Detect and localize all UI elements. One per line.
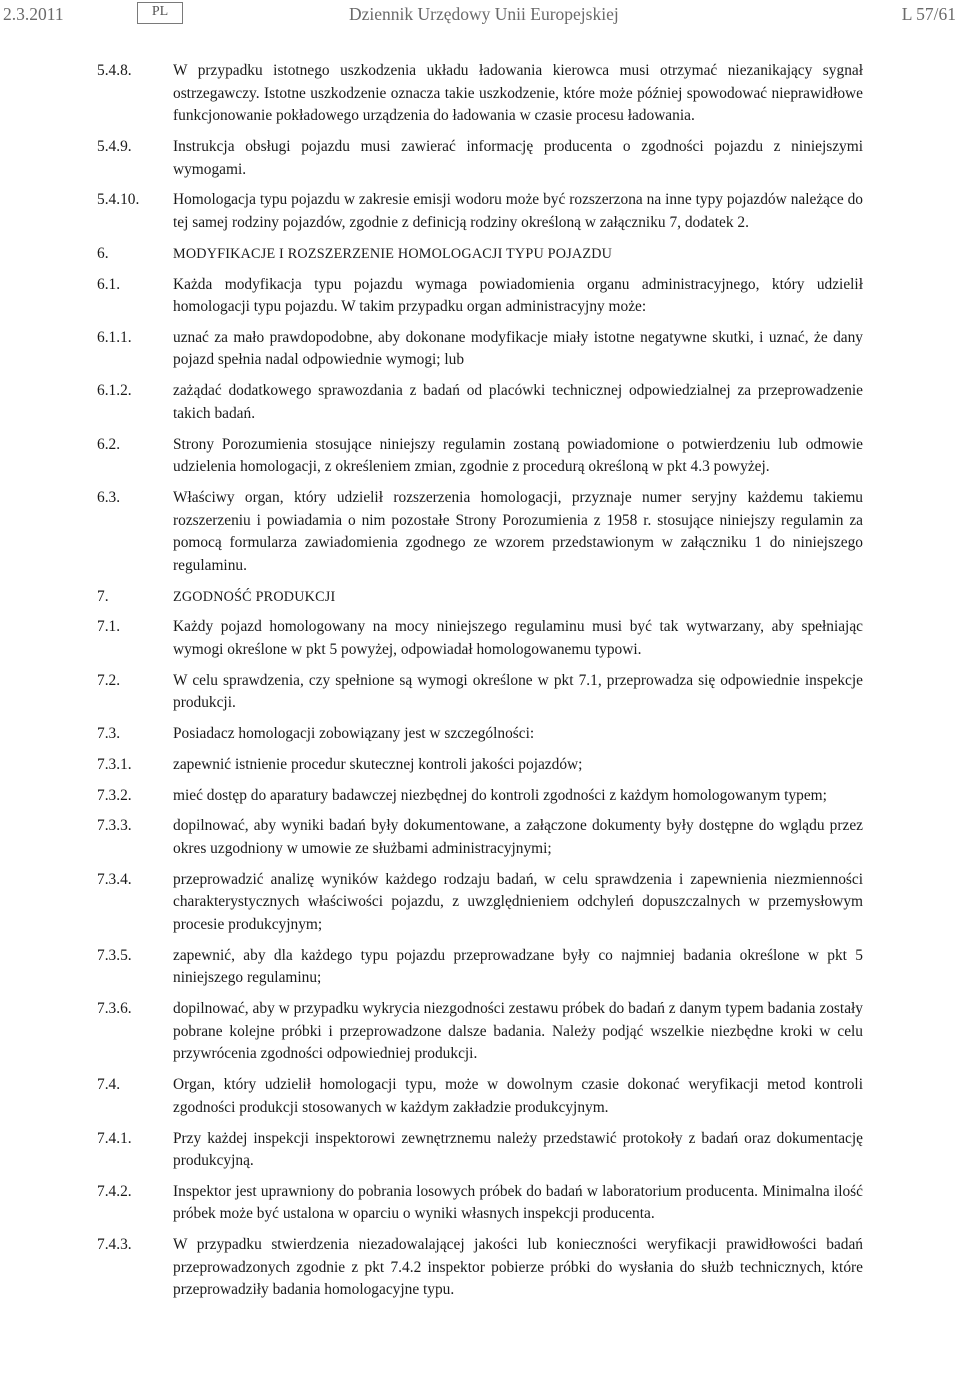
paragraph-text: zażądać dodatkowego sprawozdania z badań od placówki technicznej odpowiedzialnej za przeprowadzenie takich badań. bbox=[173, 382, 863, 422]
paragraph-text: przeprowadzić analizę wyników każdego rodzaju badań, w celu sprawdzenia i zapewnienia niezmienności charakterystycznych właściwości pojazdu, z uwzględnieniem odchyleń dopuszczalnych w przemysłowym procesie produkcyjnym; bbox=[173, 870, 863, 933]
paragraph-number: 7.3.6. bbox=[97, 1000, 132, 1018]
paragraph-number: 5.4.8. bbox=[97, 62, 132, 79]
paragraph bbox=[97, 434, 863, 479]
paragraph-number: 6.2. bbox=[97, 435, 121, 453]
publication-date: 2.3.2011 bbox=[3, 4, 64, 24]
paragraph-number: 7.4. bbox=[97, 1076, 121, 1094]
paragraph bbox=[97, 723, 863, 746]
paragraph bbox=[97, 785, 863, 808]
paragraph-number: 7. bbox=[97, 587, 109, 605]
paragraph-number: 7.3. bbox=[97, 725, 121, 743]
paragraph-text: Każda modyfikacja typu pojazdu wymaga powiadomienia organu administracyjnego, który udzielił homologacji typu pojazdu. W takim przypadku organ administracyjny może: bbox=[173, 275, 863, 316]
paragraph-text: zapewnić, aby dla każdego typu pojazdu przeprowadzane były co najmniej badania określone w pkt 5 niniejszego regulaminu; bbox=[173, 946, 863, 987]
paragraph bbox=[97, 189, 863, 234]
paragraph-number: 6.1.2. bbox=[97, 382, 132, 400]
section-title: ZGODNOŚĆ PRODUKCJI bbox=[173, 588, 336, 605]
paragraph bbox=[97, 670, 863, 715]
paragraph-number: 7.2. bbox=[97, 671, 121, 689]
paragraph-number: 7.3.4. bbox=[97, 870, 132, 888]
paragraph-text: dopilnować, aby wyniki badań były dokumentowane, a załączone dokumenty były dostępne do wglądu przez okres uzgodniony w umowie ze służbami administracyjnymi; bbox=[173, 817, 863, 858]
paragraph-number: 7.3.1. bbox=[97, 755, 132, 773]
paragraph-number: 7.3.3. bbox=[97, 817, 132, 835]
paragraph-number: 7.4.2. bbox=[97, 1182, 132, 1200]
paragraph bbox=[97, 136, 863, 181]
paragraph-number: 6. bbox=[97, 244, 109, 262]
page-reference: L 57/61 bbox=[901, 4, 956, 24]
paragraph bbox=[97, 945, 863, 990]
paragraph bbox=[97, 754, 863, 777]
paragraph bbox=[97, 1128, 863, 1173]
paragraph-text: Inspektor jest uprawniony do pobrania losowych próbek do badań w laboratorium producenta. Minimalna ilość próbek może być ustalona w oparciu o wyniki własnych inspekcji producenta. bbox=[173, 1182, 863, 1223]
paragraph-text: W przypadku istotnego uszkodzenia układu ładowania kierowca musi otrzymać niezanikający sygnał ostrzegawczy. Istotne uszkodzenie oznacza takie uszkodzenie, które może później spowodować nieprawidłowe funkcjonowanie pokładowego urządzenia do ładowania w czasie procesu ładowania. bbox=[173, 62, 863, 125]
paragraph bbox=[97, 1234, 863, 1302]
paragraph bbox=[97, 1074, 863, 1119]
paragraph-number: 6.1.1. bbox=[97, 328, 132, 346]
section-heading bbox=[97, 243, 863, 266]
paragraph-text: Organ, który udzielił homologacji typu, może w dowolnym czasie dokonać weryfikacji metod kontroli zgodności produkcji stosowanych w każdym zakładzie produkcyjnym. bbox=[173, 1076, 863, 1116]
paragraph-text: Właściwy organ, który udzielił rozszerzenia homologacji, przyznaje numer seryjny każdemu takiemu rozszerzeniu i powiadamia o nim pozostałe Strony Porozumienia z 1958 r. stosujące niniejszy regulamin za pomocą formularza zawiadomienia zgodnego ze wzorem przedstawionym w załączniku 1 do niniejszego regulaminu. bbox=[173, 489, 863, 574]
paragraph-text: W przypadku stwierdzenia niezadowalającej jakości lub konieczności weryfikacji prawidłowości badań przeprowadzonych zgodnie z pkt 7.4.2 inspektor pobierze próbki do wysłania do służb technicznych, które przeprowadziły badania homologacyjne typu. bbox=[173, 1236, 863, 1299]
page-header bbox=[0, 0, 960, 44]
paragraph-text: Przy każdej inspekcji inspektorowi zewnętrznemu należy przedstawić protokoły z badań oraz dokumentację produkcyjną. bbox=[173, 1129, 863, 1170]
paragraph bbox=[97, 327, 863, 372]
paragraph bbox=[97, 380, 863, 425]
paragraph bbox=[97, 998, 863, 1066]
language-badge: PL bbox=[137, 2, 183, 24]
paragraph-number: 7.3.5. bbox=[97, 946, 132, 964]
paragraph-number: 5.4.9. bbox=[97, 137, 132, 155]
paragraph bbox=[97, 815, 863, 860]
paragraph-number: 6.1. bbox=[97, 275, 121, 293]
paragraph-text: Strony Porozumienia stosujące niniejszy regulamin zostaną powiadomione o potwierdzeniu lub odmowie udzielenia homologacji, z określeniem zmian, zgodnie z procedurą określoną w pkt 4.3 powyżej. bbox=[173, 435, 863, 476]
paragraph bbox=[97, 1181, 863, 1226]
section-heading bbox=[97, 586, 863, 609]
paragraph-text: dopilnować, aby w przypadku wykrycia niezgodności zestawu próbek do badań z danym typem badania zostały pobrane kolejne próbki i przeprowadzone dalsze badania. Należy podjąć wszelkie niezbędne kroki w celu przywrócenia zgodności odpowiedniej produkcji. bbox=[173, 1000, 863, 1063]
document-body bbox=[97, 60, 863, 1310]
paragraph-text: uznać za mało prawdopodobne, aby dokonane modyfikacje miały istotne negatywne skutki, i uznać, że dany pojazd spełnia nadal odpowiednie wymogi; lub bbox=[173, 328, 863, 369]
paragraph-text: Instrukcja obsługi pojazdu musi zawierać informację producenta o zgodności pojazdu z niniejszymi wymogami. bbox=[173, 137, 863, 178]
paragraph bbox=[97, 60, 863, 128]
paragraph bbox=[97, 616, 863, 661]
paragraph-number: 7.4.1. bbox=[97, 1129, 132, 1147]
paragraph bbox=[97, 487, 863, 577]
paragraph-number: 7.4.3. bbox=[97, 1236, 132, 1254]
paragraph-text: Homologacja typu pojazdu w zakresie emisji wodoru może być rozszerzona na inne typy pojazdów należące do tej samej rodziny pojazdów, zgodnie z definicją rodziny określoną w załączniku 7, dodatek 2. bbox=[173, 191, 863, 231]
paragraph-number: 7.3.2. bbox=[97, 786, 132, 804]
paragraph-text: zapewnić istnienie procedur skutecznej kontroli jakości pojazdów; bbox=[173, 755, 583, 773]
paragraph-number: 5.4.10. bbox=[97, 191, 140, 209]
paragraph-text: Posiadacz homologacji zobowiązany jest w szczególności: bbox=[173, 725, 535, 743]
paragraph bbox=[97, 869, 863, 937]
paragraph-text: mieć dostęp do aparatury badawczej niezbędnej do kontroli zgodności z każdym homologowanym typem; bbox=[173, 786, 827, 804]
paragraph-number: 7.1. bbox=[97, 618, 121, 636]
section-title: MODYFIKACJE I ROZSZERZENIE HOMOLOGACJI TYPU POJAZDU bbox=[173, 245, 613, 262]
journal-title: Dziennik Urzędowy Unii Europejskiej bbox=[349, 4, 619, 24]
paragraph-text: W celu sprawdzenia, czy spełnione są wymogi określone w pkt 7.1, przeprowadza się odpowiednie inspekcje produkcji. bbox=[173, 671, 863, 712]
paragraph bbox=[97, 274, 863, 319]
paragraph-number: 6.3. bbox=[97, 489, 121, 506]
paragraph-text: Każdy pojazd homologowany na mocy niniejszego regulaminu musi być tak wytwarzany, aby spełniając wymogi określone w pkt 5 powyżej, odpowiadał homologowanemu typowi. bbox=[173, 618, 863, 658]
